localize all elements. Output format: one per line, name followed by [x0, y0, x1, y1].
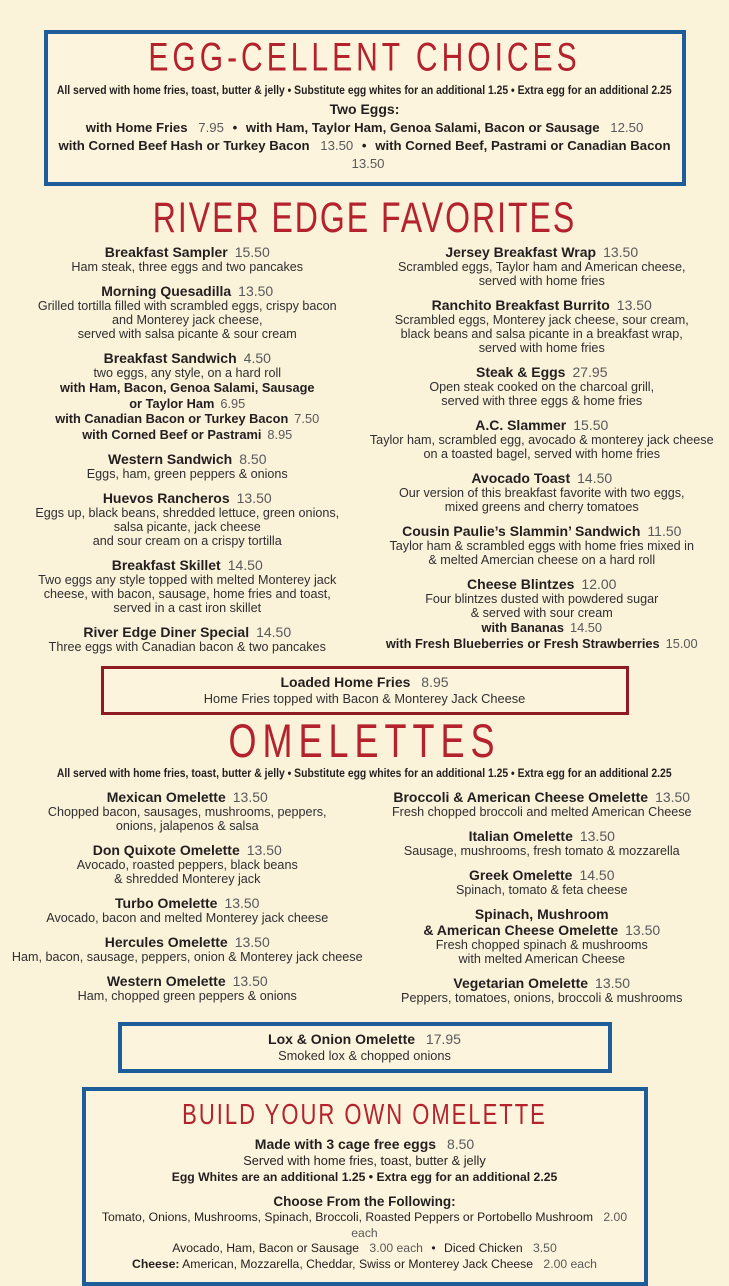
item-name: Jersey Breakfast Wrap [445, 244, 597, 260]
item-price: 11.50 [647, 523, 682, 539]
item-desc-line: Eggs up, black beans, shredded lettuce, green onions, [35, 506, 340, 520]
item-desc-line: Avocado, roasted peppers, black beans [76, 858, 298, 872]
item-price: 14.50 [577, 470, 613, 486]
menu-item [365, 906, 720, 966]
item-price: 15.00 [665, 635, 698, 651]
item-name: Ranchito Breakfast Burrito [431, 297, 610, 313]
item-price: 6.95 [220, 395, 246, 411]
omelettes-note: All served with home fries, toast, butter & jelly • Substitute egg whites for an additional 1.25 • Extra egg for an additional 2.25 [57, 766, 672, 780]
item-name: River Edge Diner Special [83, 624, 250, 640]
item-desc-line: & served with sour cream [470, 606, 613, 620]
two-eggs-row [56, 137, 674, 173]
option-price: 13.50 [351, 156, 385, 171]
menu-item [10, 973, 365, 1003]
item-desc-line: salsa picante, jack cheese [113, 520, 261, 534]
item-header [10, 934, 365, 950]
item-extra-line [10, 427, 365, 443]
option-text: with Ham, Taylor Ham, Genoa Salami, Bacon or Sausage [245, 120, 600, 135]
menu-item [10, 490, 365, 548]
item-desc-line: Scrambled eggs, Taylor ham and American cheese, [398, 260, 686, 274]
menu-item [10, 350, 365, 442]
item-header [365, 470, 720, 486]
egg-box-note-row [56, 82, 674, 98]
item-header [365, 906, 720, 922]
item-desc-line: Open steak cooked on the charcoal grill, [429, 380, 655, 394]
build-title: BUILD YOUR OWN OMELETTE [182, 1097, 547, 1131]
menu-item [365, 470, 720, 514]
item-desc-line: Smoked lox & chopped onions [278, 1048, 451, 1063]
item-name: Breakfast Skillet [111, 557, 221, 573]
bullet-separator: • [361, 138, 367, 153]
menu-item [365, 364, 720, 408]
item-header [365, 975, 720, 991]
item-header [10, 973, 365, 989]
item-desc-line: & shredded Monterey jack [114, 872, 261, 886]
item-header [365, 828, 720, 844]
build-your-own-omelette-box [82, 1087, 648, 1286]
menu-item [10, 789, 365, 833]
item-name: Breakfast Sandwich [103, 350, 237, 366]
item-price: 8.50 [239, 451, 267, 467]
item-desc-line: Our version of this breakfast favorite with two eggs, [398, 486, 685, 500]
menu-item [365, 975, 720, 1005]
item-price: 15.50 [234, 244, 270, 260]
menu-item [10, 557, 365, 615]
egg-cellent-title-row [56, 36, 674, 82]
item-header [10, 557, 365, 573]
item-price: 13.50 [595, 975, 631, 991]
item-name: Vegetarian Omelette [453, 975, 589, 991]
item-extra-line [10, 411, 365, 427]
egg-cellent-title: EGG-CELLENT CHOICES [148, 36, 581, 80]
menu-item [365, 828, 720, 858]
cheese-label: Cheese: [132, 1256, 180, 1271]
made-with-text: Made with 3 cage free eggs [254, 1136, 437, 1152]
item-extra-text: with Fresh Blueberries or Fresh Strawberries [385, 635, 660, 651]
served-with-line: Served with home fries, toast, butter & jelly [243, 1153, 486, 1168]
item-name: Steak & Eggs [475, 364, 566, 380]
item-price: 13.50 [224, 895, 260, 911]
item-extra-text: with Bananas [481, 620, 564, 635]
favorites-right-column [365, 244, 720, 663]
item-header [365, 244, 720, 260]
item-price: 27.95 [572, 364, 608, 380]
bullet-separator: • [431, 1241, 436, 1255]
item-header [10, 895, 365, 911]
item-price: 14.50 [256, 624, 292, 640]
item-header [10, 842, 365, 858]
item-price: 17.95 [425, 1031, 461, 1047]
item-name: Cousin Paulie’s Slammin’ Sandwich [402, 523, 641, 539]
item-name: Spinach, Mushroom [474, 906, 609, 922]
item-desc-line: Ham, chopped green peppers & onions [77, 989, 297, 1003]
item-name: Italian Omelette [468, 828, 573, 844]
item-price: 15.50 [573, 417, 609, 433]
item-desc-line: Sausage, mushrooms, fresh tomato & mozzarella [403, 844, 680, 858]
item-desc-line: and Monterey jack cheese, [111, 313, 263, 327]
item-desc-line: onions, jalapenos & salsa [115, 819, 259, 833]
item-desc-line: Grilled tortilla filled with scrambled eggs, crispy bacon [37, 299, 337, 313]
option-text: with Corned Beef, Pastrami or Canadian Bacon [375, 138, 671, 153]
menu-item [365, 789, 720, 819]
item-desc-line: Home Fries topped with Bacon & Monterey Jack Cheese [203, 691, 526, 706]
omelettes-section-title-row [0, 713, 729, 768]
item-header [365, 523, 720, 539]
item-extra-text: with Corned Beef or Pastrami [82, 426, 262, 442]
item-price: 13.50 [603, 244, 639, 260]
item-desc-line: served with three eggs & home fries [441, 394, 643, 408]
item-header [365, 364, 720, 380]
item-desc-line: with melted American Cheese [458, 952, 626, 966]
item-desc-line: Three eggs with Canadian bacon & two pancakes [48, 640, 326, 654]
item-price: 4.50 [243, 350, 271, 366]
menu-item [10, 934, 365, 964]
item-desc-line: Fresh chopped broccoli and melted American Cheese [391, 805, 692, 819]
item-price: 13.50 [246, 842, 282, 858]
option-price: 12.50 [610, 120, 644, 135]
item-header [112, 674, 618, 691]
item-price: 13.50 [579, 828, 615, 844]
item-header [365, 867, 720, 883]
item-price: 13.50 [655, 789, 691, 805]
choose-line [98, 1210, 632, 1241]
menu-item [365, 523, 720, 567]
item-name: Morning Quesadilla [101, 283, 232, 299]
item-name: Greek Omelette [468, 867, 573, 883]
choose-heading: Choose From the Following: [273, 1194, 456, 1209]
item-desc-line: Peppers, tomatoes, onions, broccoli & mushrooms [401, 991, 683, 1005]
item-header [365, 576, 720, 592]
choose-line [98, 1257, 632, 1273]
menu-item [365, 576, 720, 651]
item-extra-line [365, 620, 720, 636]
egg-box-note: All served with home fries, toast, butter & jelly • Substitute egg whites for an additional 1.25 • Extra egg for an additional 2.25 [57, 83, 672, 97]
item-desc-line: Four blintzes dusted with powdered sugar [425, 592, 659, 606]
item-price: 13.50 [616, 297, 652, 313]
option-price: 2.00 each [543, 1256, 597, 1271]
item-name: Cheese Blintzes [467, 576, 575, 592]
menu-item [365, 417, 720, 461]
item-header [365, 417, 720, 433]
item-extra-line [365, 636, 720, 652]
item-desc-line: Spinach, tomato & feta cheese [455, 883, 628, 897]
item-desc-line: mixed greens and cherry tomatoes [444, 500, 639, 514]
choose-line [98, 1241, 632, 1257]
item-desc-line: served with salsa picante & sour cream [77, 327, 297, 341]
item-name: Mexican Omelette [106, 789, 226, 805]
option-text: Diced Chicken [444, 1241, 523, 1255]
option-text: with Home Fries [85, 120, 188, 135]
item-extra-line [10, 380, 365, 396]
omelettes-note-row [0, 765, 729, 781]
made-with-price: 8.50 [446, 1136, 475, 1152]
egg-whites-note: Egg Whites are an additional 1.25 • Extra egg for an additional 2.25 [171, 1170, 558, 1184]
option-price: 13.50 [320, 138, 354, 153]
item-desc-line: Taylor ham, scrambled egg, avocado & monterey jack cheese [369, 433, 714, 447]
option-price: 7.95 [198, 120, 224, 135]
item-price: 8.95 [267, 426, 293, 442]
item-header [130, 1031, 600, 1048]
omelettes-right-column [365, 789, 720, 1014]
item-price: 14.50 [227, 557, 263, 573]
item-name: Broccoli & American Cheese Omelette [393, 789, 649, 805]
made-with-line [98, 1135, 632, 1153]
item-extra-line [10, 396, 365, 412]
item-price: 14.50 [569, 620, 603, 635]
item-name: Loaded Home Fries [280, 674, 411, 690]
menu-item [10, 624, 365, 654]
item-name: Don Quixote Omelette [92, 842, 240, 858]
item-desc-line: Avocado, bacon and melted Monterey jack cheese [46, 911, 329, 925]
item-name: Breakfast Sampler [104, 244, 228, 260]
menu-item [10, 451, 365, 481]
item-price: 13.50 [625, 922, 661, 938]
favorites-left-column [10, 244, 365, 663]
item-price: 12.00 [581, 576, 617, 592]
item-extra-text: with Canadian Bacon or Turkey Bacon [55, 411, 289, 426]
item-desc-line: and sour cream on a crispy tortilla [92, 534, 282, 548]
omelettes-section-title: OMELETTES [228, 713, 501, 768]
two-eggs-heading: Two Eggs: [329, 101, 400, 117]
item-desc-line: Scrambled eggs, Monterey jack cheese, sour cream, [394, 313, 689, 327]
item-desc-line: Ham steak, three eggs and two pancakes [71, 260, 304, 274]
item-desc-line: served in a cast iron skillet [113, 601, 262, 615]
menu-item [10, 283, 365, 341]
item-header [365, 922, 720, 938]
item-header [10, 624, 365, 640]
item-desc-line: on a toasted bagel, served with home fries [423, 447, 661, 461]
item-desc-line: Taylor ham & scrambled eggs with home fries mixed in [389, 539, 694, 553]
item-extra-text: or Taylor Ham [129, 395, 215, 411]
item-desc-line: served with home fries [478, 274, 605, 288]
item-price: 13.50 [232, 973, 268, 989]
item-name: Hercules Omelette [104, 934, 228, 950]
option-text: American, Mozzarella, Cheddar, Swiss or Monterey Jack Cheese [182, 1256, 534, 1271]
menu-item [365, 297, 720, 355]
lox-onion-omelette-box [118, 1022, 612, 1073]
item-header [10, 350, 365, 366]
item-header [10, 451, 365, 467]
omelettes-left-column [10, 789, 365, 1014]
item-header [365, 297, 720, 313]
item-price: 13.50 [236, 490, 272, 506]
option-price: 3.50 [533, 1241, 557, 1255]
menu-item [10, 842, 365, 886]
egg-cellent-choices-box [44, 30, 686, 186]
item-desc-line: Two eggs any style topped with melted Monterey jack [38, 573, 337, 587]
item-header [10, 244, 365, 260]
two-eggs-row [56, 119, 674, 137]
item-desc-line: & melted Amercian cheese on a hard roll [428, 553, 656, 567]
favorites-columns [10, 244, 719, 663]
item-desc-line: Eggs, ham, green peppers & onions [86, 467, 288, 481]
item-name: Western Omelette [106, 973, 226, 989]
item-price: 13.50 [234, 934, 270, 950]
item-name: Turbo Omelette [115, 895, 218, 911]
item-price: 8.95 [421, 674, 449, 690]
item-header [365, 789, 720, 805]
item-desc-line: Fresh chopped spinach & mushrooms [435, 938, 648, 952]
item-desc-line: cheese, with bacon, sausage, home fries and toast, [43, 587, 331, 601]
item-header [10, 283, 365, 299]
item-desc-line: black beans and salsa picante in a breakfast wrap, [400, 327, 683, 341]
menu-item [365, 867, 720, 897]
option-text: with Corned Beef Hash or Turkey Bacon [58, 138, 310, 153]
item-name: & American Cheese Omelette [423, 922, 619, 938]
item-price: 14.50 [579, 867, 615, 883]
loaded-home-fries-box [101, 666, 629, 715]
menu-item [10, 244, 365, 274]
item-header [10, 789, 365, 805]
item-name: Western Sandwich [108, 451, 233, 467]
item-price: 13.50 [238, 283, 274, 299]
option-price: 3.00 each [369, 1241, 423, 1255]
favorites-section-title-row [0, 194, 729, 242]
omelettes-columns [10, 789, 719, 1014]
bullet-separator: • [232, 120, 238, 135]
item-price: 7.50 [294, 411, 320, 426]
item-desc-line: two eggs, any style, on a hard roll [93, 366, 282, 380]
option-text: Avocado, Ham, Bacon or Sausage [172, 1241, 360, 1255]
item-name: Lox & Onion Omelette [268, 1031, 416, 1047]
item-price: 13.50 [232, 789, 268, 805]
item-extra-text: with Ham, Bacon, Genoa Salami, Sausage [59, 380, 315, 395]
menu-item [365, 244, 720, 288]
item-desc-line: Chopped bacon, sausages, mushrooms, peppers, [47, 805, 327, 819]
item-name: Avocado Toast [471, 470, 571, 486]
item-desc-line: served with home fries [478, 341, 605, 355]
build-title-row [98, 1098, 632, 1132]
item-header [10, 490, 365, 506]
item-name: Huevos Rancheros [102, 490, 230, 506]
option-price: 2.00 each [351, 1210, 628, 1240]
menu-item [10, 895, 365, 925]
item-desc-line: Ham, bacon, sausage, peppers, onion & Monterey jack cheese [11, 950, 363, 964]
favorites-section-title: RIVER EDGE FAVORITES [152, 192, 577, 241]
option-text: Tomato, Onions, Mushrooms, Spinach, Broccoli, Roasted Peppers or Portobello Mushroom [101, 1210, 593, 1224]
item-name: A.C. Slammer [475, 417, 567, 433]
